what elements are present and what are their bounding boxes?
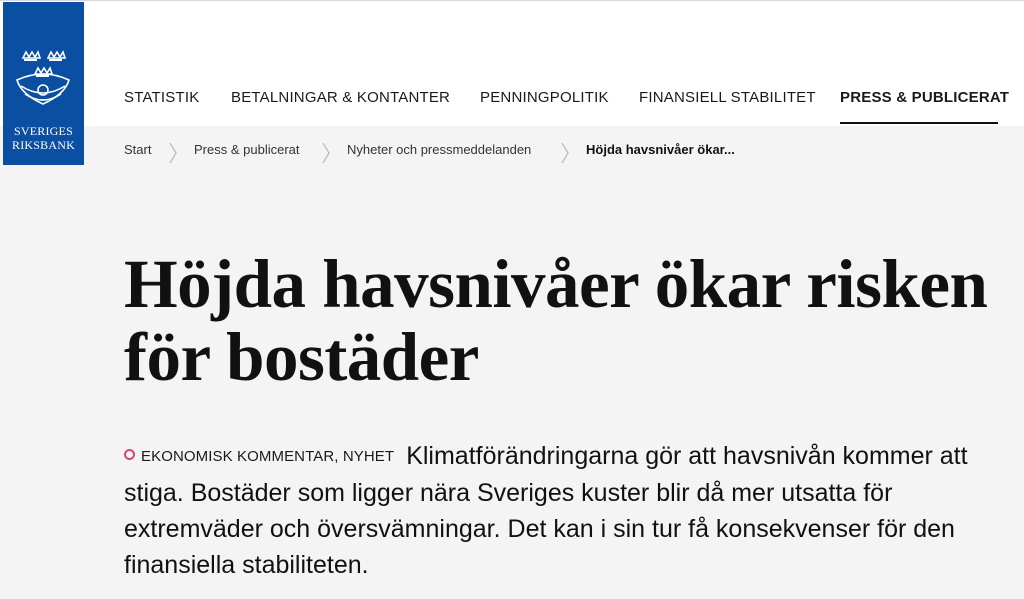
logo-line-1: SVERIGES — [14, 124, 73, 138]
site-header — [0, 0, 1024, 126]
chevron-right-icon — [168, 142, 178, 164]
breadcrumb-news[interactable]: Nyheter och pressmeddelanden — [347, 142, 532, 157]
chevron-right-icon — [321, 142, 331, 164]
page-title: Höjda havsnivåer ökar risken för bostäder — [124, 246, 988, 395]
chevron-right-icon — [560, 142, 570, 164]
breadcrumb-press[interactable]: Press & publicerat — [194, 142, 300, 157]
nav-item-press-publicerat[interactable]: PRESS & PUBLICERAT — [840, 89, 1010, 106]
nav-item-statistik[interactable]: STATISTIK — [124, 89, 200, 106]
nav-item-betalningar[interactable]: BETALNINGAR & KONTANTER — [231, 89, 451, 106]
nav-item-finansiell-stabilitet[interactable]: FINANSIELL STABILITET — [639, 89, 816, 106]
article-lead — [124, 438, 1004, 583]
riksbank-logo[interactable] — [3, 2, 84, 165]
nav-item-penningpolitik[interactable]: PENNINGPOLITIK — [480, 89, 609, 106]
active-nav-indicator — [840, 122, 998, 124]
article-category-tag: EKONOMISK KOMMENTAR, NYHET — [141, 448, 395, 465]
logo-line-2: RIKSBANK — [12, 138, 75, 152]
lead-text: Klimatförändringarna gör att havsnivån kommer att stiga. Bostäder som ligger nära Sveriges kuster blir då mer utsatta för extremväder och översvämningar. Det kan i sin tur få konsekvenser för den finansiella stabiliteten. — [124, 442, 968, 579]
crowns-emblem-icon — [11, 50, 76, 120]
category-dot-icon — [124, 449, 135, 460]
breadcrumb-start[interactable]: Start — [124, 142, 152, 157]
breadcrumb-current: Höjda havsnivåer ökar... — [586, 142, 735, 157]
